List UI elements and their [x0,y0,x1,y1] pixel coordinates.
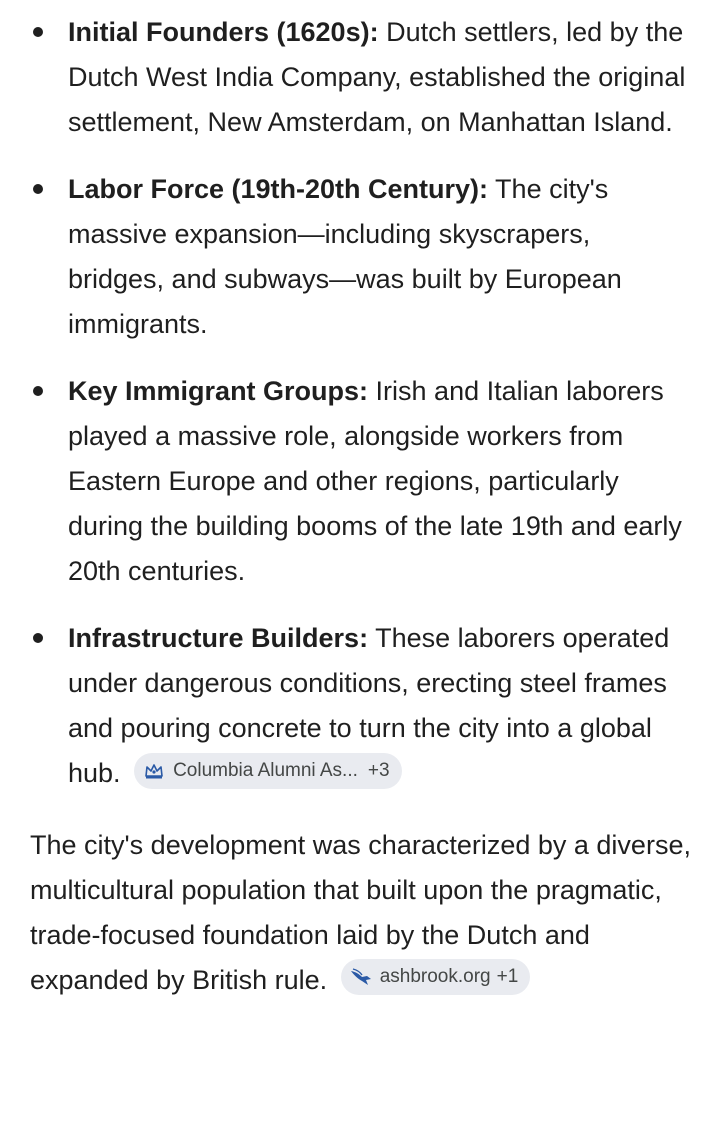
bullet-label: Infrastructure Builders: [68,623,369,653]
list-item [0,10,706,145]
list-item [0,369,706,594]
bullet-label: Labor Force (19th-20th Century): [68,174,489,204]
source-chip-columbia[interactable] [134,753,401,789]
bullet-text: The city's massive expansion—including skyscrapers, bridges, and subways—was built by European immigrants. [68,174,622,339]
source-chip-label: ashbrook.org [379,966,491,987]
bullet-dot [33,386,43,396]
source-chip-count: +1 [496,966,519,987]
bullet-dot [33,27,43,37]
bullet-text: Irish and Italian laborers played a massive role, alongside workers from Eastern Europe and other regions, particularly during the building booms of the late 19th and early 20th centuries. [68,376,682,586]
bullet-dot [33,633,43,643]
bullet-dot [33,184,43,194]
source-chip-label: Columbia Alumni As... [173,760,358,781]
crown-icon [143,760,165,782]
summary-text: The city's development was characterized by a diverse, multicultural population that built upon the pragmatic, trade-focused foundation laid by the Dutch and expanded by British rule. [30,830,691,995]
source-chip-count: +3 [367,760,390,781]
bullet-label: Key Immigrant Groups: [68,376,369,406]
list-item [0,167,706,347]
eagle-icon [350,966,372,988]
bullet-label: Initial Founders (1620s): [68,17,379,47]
list-item [0,616,706,796]
summary-paragraph [0,823,706,1003]
bullet-text: These laborers operated under dangerous conditions, erecting steel frames and pouring concrete to turn the city into a global hub. [68,623,670,788]
bullet-text: Dutch settlers, led by the Dutch West India Company, established the original settlement, New Amsterdam, on Manhattan Island. [68,17,686,137]
source-chip-ashbrook[interactable] [341,959,531,995]
